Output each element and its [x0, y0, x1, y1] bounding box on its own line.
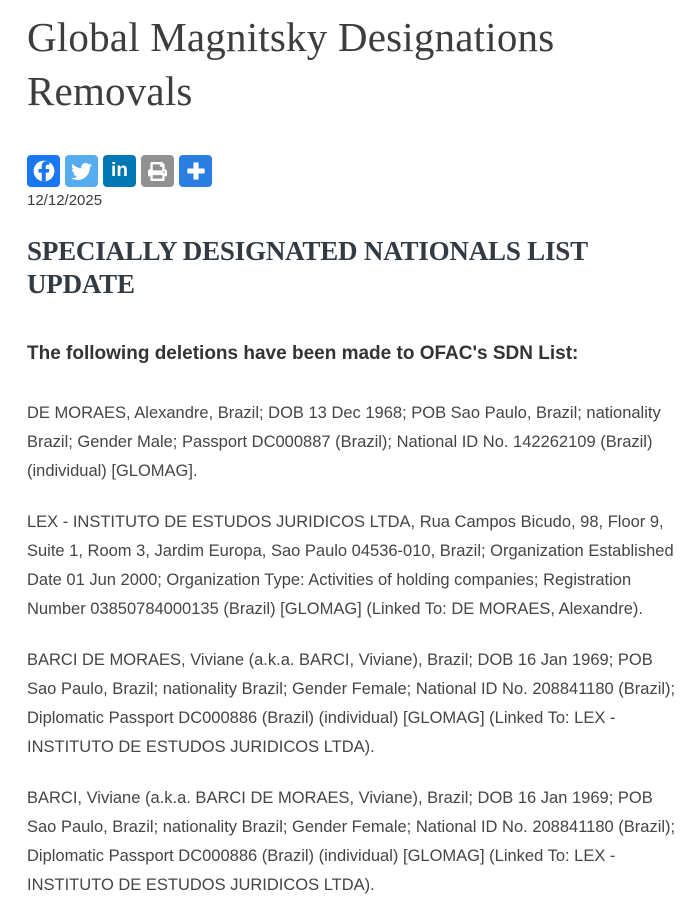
page-title: Global Magnitsky Designations Removals	[27, 14, 555, 114]
facebook-share-button[interactable]	[27, 155, 60, 187]
intro-statement: The following deletions have been made to OFAC's SDN List:	[27, 343, 579, 364]
share-toolbar	[27, 155, 678, 187]
sdn-entry: LEX - INSTITUTO DE ESTUDOS JURIDICOS LTDA, Rua Campos Bicudo, 98, Floor 9, Suite 1, Room 3, Jardim Europa, Sao Paulo 04536-010, Brazil; Organization Established Date 01 Jun 2000; Organization Type: Activities of holding companies; Registration Number 03850784000135 (Brazil) [GLOMAG] (Linked To: DE MORAES, Alexandre).	[27, 513, 674, 618]
linkedin-icon: in	[111, 159, 128, 181]
section-heading: SPECIALLY DESIGNATED NATIONALS LIST UPDATE	[27, 236, 588, 299]
sdn-entry: BARCI, Viviane (a.k.a. BARCI DE MORAES, Viviane), Brazil; DOB 16 Jan 1969; POB Sao Paulo, Brazil; nationality Brazil; Gender Female; National ID No. 208841180 (Brazil); Diplomatic Passport DC000886 (Brazil) (individual) [GLOMAG] (Linked To: LEX - INSTITUTO DE ESTUDOS JURIDICOS LTDA).	[27, 789, 676, 894]
publish-date: 12/12/2025	[27, 192, 103, 209]
linkedin-share-button[interactable]	[103, 155, 136, 187]
printer-icon	[148, 162, 167, 181]
sdn-entry: BARCI DE MORAES, Viviane (a.k.a. BARCI, Viviane), Brazil; DOB 16 Jan 1969; POB Sao Paulo, Brazil; nationality Brazil; Gender Female; National ID No. 208841180 (Brazil); Diplomatic Passport DC000886 (Brazil) (individual) [GLOMAG] (Linked To: LEX - INSTITUTO DE ESTUDOS JURIDICOS LTDA).	[27, 651, 676, 756]
twitter-icon	[71, 161, 92, 182]
twitter-share-button[interactable]	[65, 155, 98, 187]
more-share-button[interactable]	[179, 155, 212, 187]
sdn-entries	[27, 399, 678, 900]
sdn-entry: DE MORAES, Alexandre, Brazil; DOB 13 Dec 1968; POB Sao Paulo, Brazil; nationality Brazil; Gender Male; Passport DC000887 (Brazil); National ID No. 142262109 (Brazil) (individual) [GLOMAG].	[27, 404, 661, 480]
facebook-icon	[29, 156, 59, 186]
plus-icon	[183, 158, 209, 184]
print-button[interactable]	[141, 155, 174, 187]
